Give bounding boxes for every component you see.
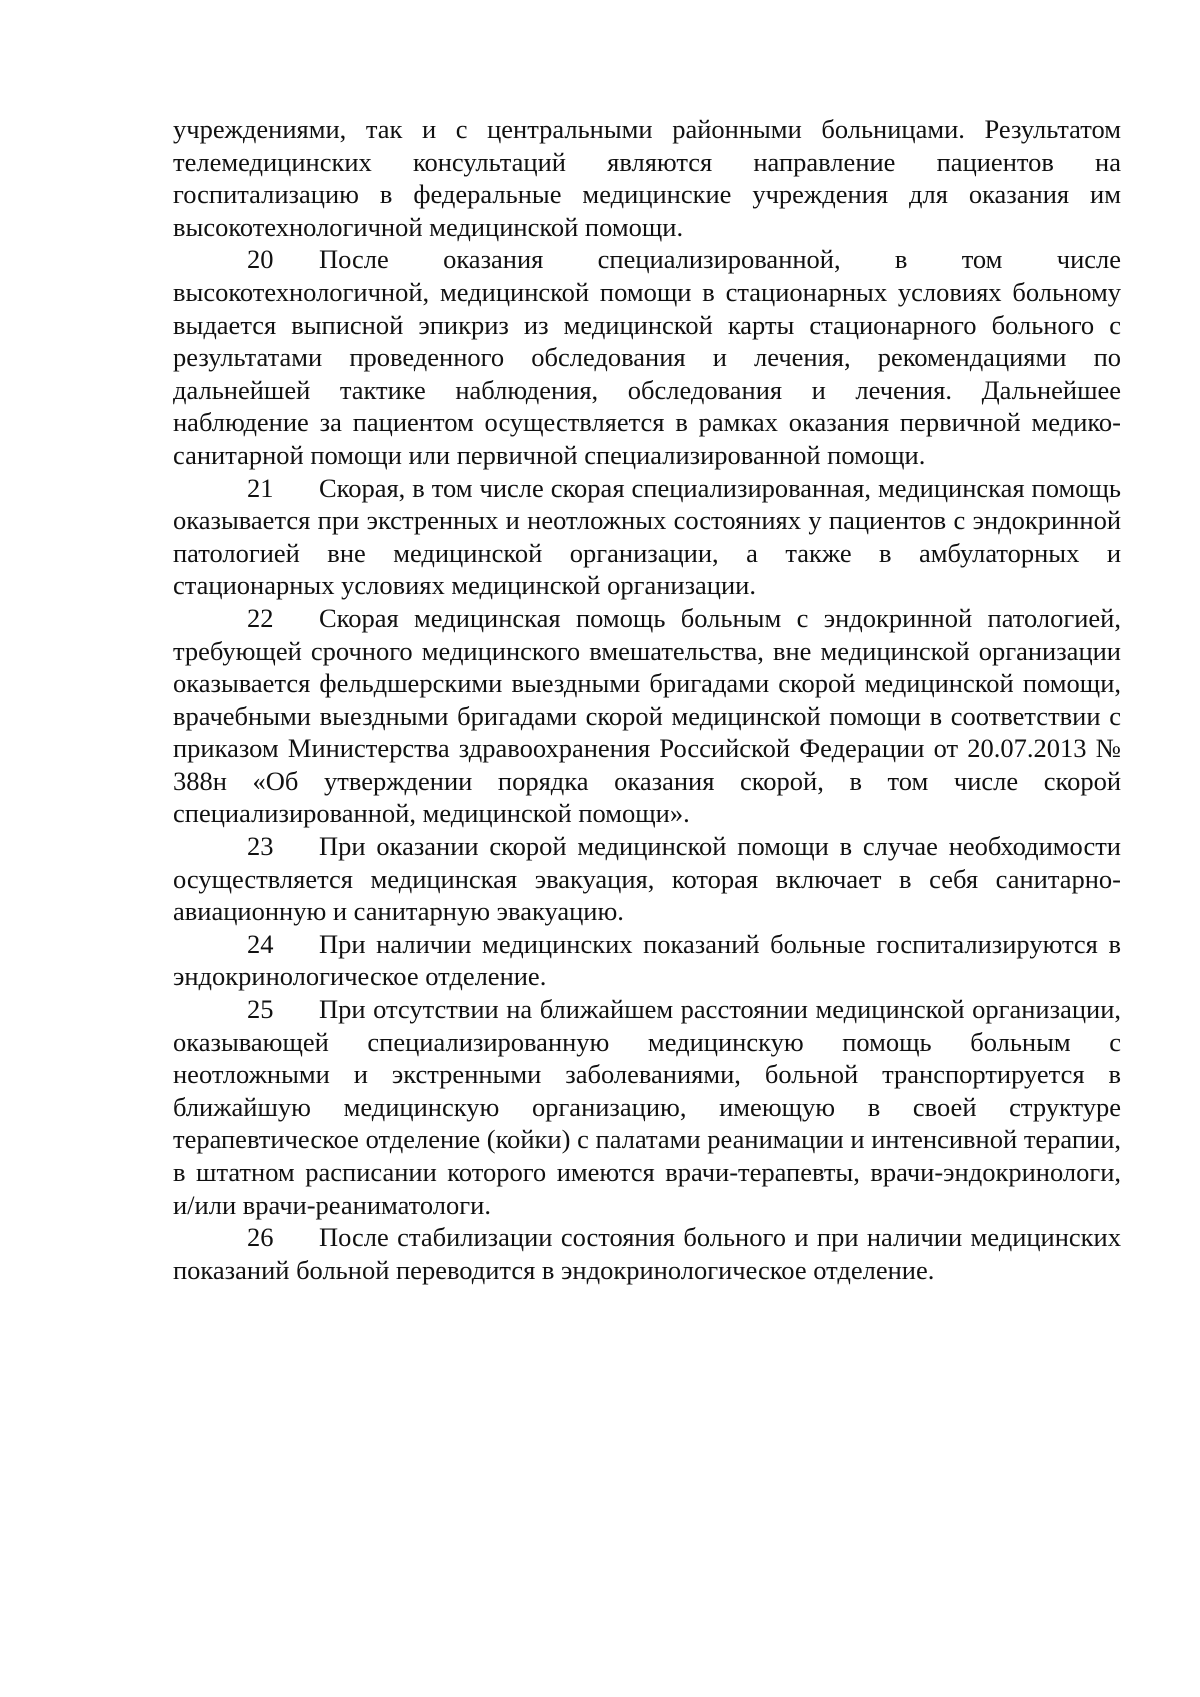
paragraph-text: При наличии медицинских показаний больные госпитализируются в эндокринологическое отделение. — [173, 928, 1121, 992]
paragraph-number: 24 — [247, 928, 274, 959]
paragraph-item-20 — [173, 243, 1121, 471]
paragraph-number: 20 — [247, 244, 274, 275]
paragraph-item-25 — [173, 993, 1121, 1221]
paragraph-text: После оказания специализированной, в том числе высокотехнологичной, медицинской помощи в стационарных условиях больному выдается выписной эпикриз из медицинской карты стационарного больного с результатами проведенного обследования и лечения, рекомендациями по дальнейшей тактике наблюдения, обследования и лечения. Дальнейшее наблюдение за пациентом осуществляется в рамках оказания первичной медико-санитарной помощи или первичной специализированной помощи. — [173, 244, 1121, 470]
paragraph-text: Скорая, в том числе скорая специализированная, медицинская помощь оказывается при экстренных и неотложных состояниях у пациентов с эндокринной патологией вне медицинской организации, а также в амбулаторных и стационарных условиях медицинской организации. — [173, 472, 1121, 601]
paragraph-number: 21 — [247, 472, 274, 503]
paragraph-item-21 — [173, 472, 1121, 602]
paragraph-item-22 — [173, 602, 1121, 830]
paragraph-text: При отсутствии на ближайшем расстоянии медицинской организации, оказывающей специализированную медицинскую помощь больным с неотложными и экстренными заболеваниями, больной транспортируется в ближайшую медицинскую организацию, имеющую в своей структуре терапевтическое отделение (койки) с палатами реанимации и интенсивной терапии, в штатном расписании которого имеются врачи-терапевты, врачи-эндокринологи, и/или врачи-реаниматологи. — [173, 994, 1121, 1220]
paragraph-text: Скорая медицинская помощь больным с эндокринной патологией, требующей срочного медицинского вмешательства, вне медицинской организации оказывается фельдшерскими выездными бригадами скорой медицинской помощи, врачебными выездными бригадами скорой медицинской помощи в соответствии с приказом Министерства здравоохранения Российской Федерации от 20.07.2013 № 388н «Об утверждении порядка оказания скорой, в том числе скорой специализированной, медицинской помощи». — [173, 602, 1121, 829]
paragraph-item-23 — [173, 830, 1121, 928]
paragraph-text: После стабилизации состояния больного и при наличии медицинских показаний больной переводится в эндокринологическое отделение. — [173, 1222, 1121, 1285]
paragraph-item-26 — [173, 1221, 1121, 1286]
paragraph-number: 25 — [247, 994, 274, 1025]
paragraph-item-24 — [173, 928, 1121, 993]
paragraph-text: При оказании скорой медицинской помощи в случае необходимости осуществляется медицинская эвакуация, которая включает в себя санитарно-авиационную и санитарную эвакуацию. — [173, 831, 1121, 927]
intro-paragraph: учреждениями, так и с центральными районными больницами. Результатом телемедицинских консультаций являются направление пациентов на госпитализацию в федеральные медицинские учреждения для оказания им высокотехнологичной медицинской помощи. — [173, 114, 1121, 242]
document-body — [173, 113, 1121, 1286]
paragraph-number: 23 — [247, 831, 274, 862]
paragraph-number: 22 — [247, 602, 274, 633]
paragraph-number: 26 — [247, 1222, 274, 1253]
